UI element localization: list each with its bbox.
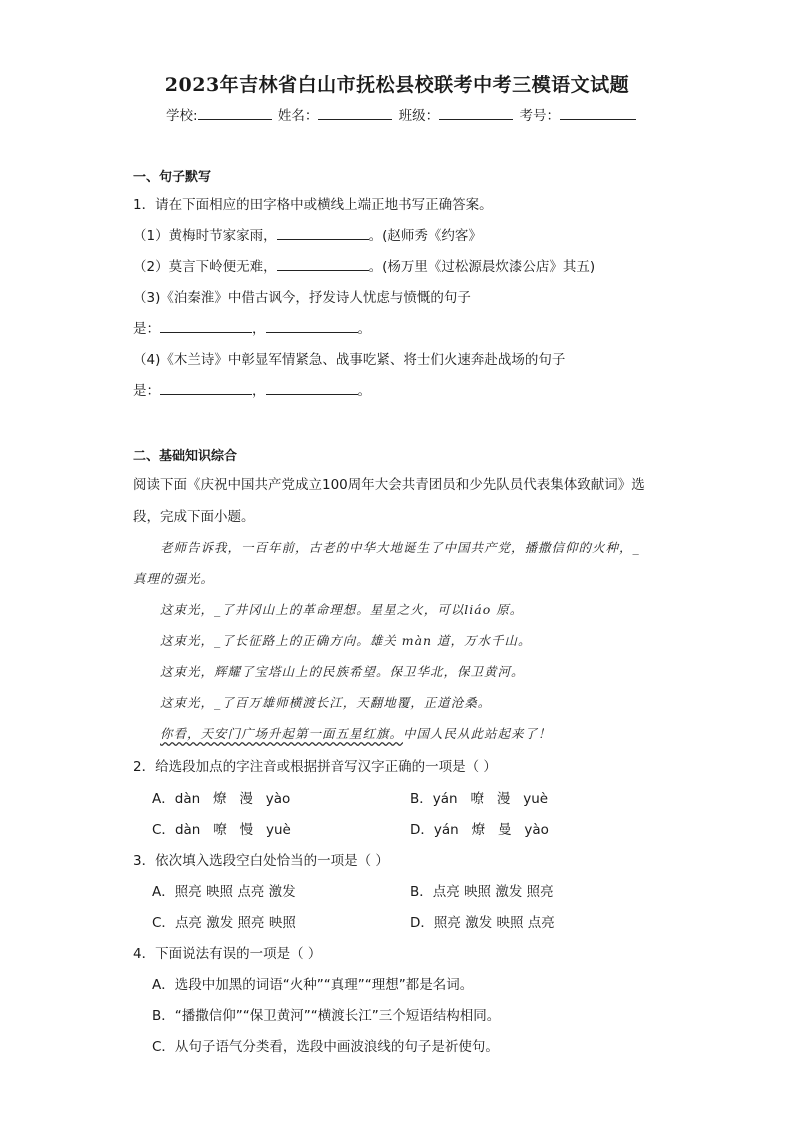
option-part: dàn (174, 791, 201, 807)
q3-option-a[interactable] (152, 880, 296, 900)
option-part: 漫 (496, 791, 511, 807)
passage-end: 中国人民从此站起来了！ (403, 726, 552, 741)
class-label: 班级： (398, 108, 440, 124)
q1-item-4: （4)《木兰诗》中彰显军情紧急、战事吃紧、将士们火速奔赴战场的句子 (133, 352, 566, 368)
passage-line: 这束光，_了长征路上的正确方向。雄关 màn 道，万水千山。 (160, 633, 532, 648)
student-info-line (166, 104, 638, 124)
option-part: 点亮 (432, 884, 460, 900)
q4-option-b[interactable]: B．“播撒信仰”“保卫黄河”“横渡长江”三个短语结构相同。 (152, 1008, 501, 1024)
option-letter: D． (410, 822, 434, 838)
option-part: dàn (174, 822, 201, 838)
q2-option-b[interactable] (410, 787, 548, 807)
option-part: 照亮 (526, 884, 554, 900)
option-part: 照亮 (433, 915, 461, 931)
option-part: yuè (523, 791, 549, 807)
passage-line: 这束光，辉耀了宝塔山上的民族希望。保卫华北，保卫黄河。 (160, 664, 525, 679)
q1-item-1 (133, 224, 482, 244)
school-blank[interactable] (198, 105, 272, 120)
option-part: yuè (265, 822, 291, 838)
option-letter: A． (152, 791, 175, 807)
option-part: 映照 (206, 884, 234, 900)
class-blank[interactable] (439, 105, 513, 120)
id-label: 考号： (519, 108, 560, 124)
q1-item-3-answer (133, 317, 371, 337)
option-part: 映照 (268, 915, 296, 931)
option-part: 激发 (465, 915, 493, 931)
option-letter: A． (152, 884, 175, 900)
q2-option-a[interactable] (152, 787, 290, 807)
name-label: 姓名： (277, 108, 319, 124)
q3-option-d[interactable] (410, 911, 555, 931)
name-blank[interactable] (318, 105, 392, 120)
option-part: 照亮 (237, 915, 265, 931)
passage-line: 这束光，_了百万雄师横渡长江，天翻地覆，正道沧桑。 (160, 695, 492, 710)
option-part: 漫 (239, 791, 253, 807)
answer-blank[interactable] (277, 258, 369, 271)
option-part: 映照 (464, 884, 492, 900)
passage-line: 老师告诉我，一百年前，古老的中华大地诞生了中国共产党，播撒信仰的火种，_ (160, 540, 640, 555)
option-part: 曼 (497, 822, 512, 838)
answer-prefix: 是： (133, 321, 160, 337)
option-part: yán (433, 822, 459, 838)
comma: ， (252, 383, 266, 399)
option-letter: D． (410, 915, 434, 931)
answer-blank[interactable] (277, 227, 369, 240)
passage-line-last (160, 724, 552, 742)
option-part: 映照 (496, 915, 524, 931)
answer-prefix: 是： (133, 383, 160, 399)
q2-stem: 2．给选段加点的字注音或根据拼音写汉字正确的一项是（ ） (133, 759, 497, 775)
option-part: 照亮 (174, 884, 202, 900)
answer-blank[interactable] (266, 320, 358, 333)
q1-item-1-source: 。(赵师秀《约客》 (368, 228, 482, 244)
option-part: 点亮 (174, 915, 202, 931)
option-letter: B． (410, 791, 433, 807)
q1-item-2 (133, 255, 595, 275)
option-part: 激发 (268, 884, 296, 900)
section2-intro-line2: 段，完成下面小题。 (133, 509, 255, 525)
section2-heading: 二、基础知识综合 (133, 449, 238, 464)
period: 。 (357, 321, 371, 337)
option-part: 燎 (213, 791, 227, 807)
option-part: yán (432, 791, 458, 807)
passage-line: 真理的强光。 (133, 571, 215, 586)
q3-stem: 3．依次填入选段空白处恰当的一项是（ ） (133, 853, 389, 869)
school-label: 学校: (166, 108, 198, 124)
option-part: 嘹 (470, 791, 484, 807)
passage-line: 这束光，_了井冈山上的革命理想。星星之火，可以liáo 原。 (160, 602, 524, 617)
option-part: 激发 (495, 884, 523, 900)
period: 。 (357, 383, 371, 399)
option-part: 嘹 (213, 822, 227, 838)
wavy-underlined-sentence: 你看，天安门广场升起第一面五星红旗。 (160, 726, 404, 741)
q3-option-c[interactable] (152, 911, 296, 931)
section1-heading: 一、句子默写 (133, 170, 212, 185)
answer-blank[interactable] (160, 382, 252, 395)
q3-option-b[interactable] (410, 880, 554, 900)
option-part: 慢 (239, 822, 254, 838)
q1-item-2-source: 。(杨万里《过松源晨炊漆公店》其五) (368, 259, 596, 275)
answer-blank[interactable] (160, 320, 252, 333)
comma: ， (252, 321, 266, 337)
answer-blank[interactable] (266, 382, 358, 395)
q1-item-4-answer (133, 379, 371, 399)
option-part: yào (524, 822, 549, 838)
option-part: yào (265, 791, 291, 807)
option-letter: C． (152, 915, 175, 931)
id-blank[interactable] (560, 105, 636, 120)
q4-option-c[interactable]: C．从句子语气分类看，选段中画波浪线的句子是祈使句。 (152, 1039, 499, 1055)
option-part: 燎 (471, 822, 486, 838)
option-letter: B． (410, 884, 433, 900)
section2-intro-line1: 阅读下面《庆祝中国共产党成立100周年大会共青团员和少先队员代表集体致献词》选 (133, 477, 645, 493)
q2-option-c[interactable] (152, 818, 291, 838)
q1-stem: 1．请在下面相应的田字格中或横线上端正地书写正确答案。 (133, 197, 493, 213)
q1-item-2-text: （2）莫言下岭便无难， (133, 259, 277, 275)
option-part: 点亮 (237, 884, 265, 900)
q1-item-3: （3)《泊秦淮》中借古讽今，抒发诗人忧虑与愤慨的句子 (133, 290, 471, 306)
q1-item-1-text: （1）黄梅时节家家雨， (133, 228, 277, 244)
option-letter: C． (152, 822, 175, 838)
q4-option-a[interactable]: A．选段中加黑的词语“火种”“真理”“理想”都是名词。 (152, 977, 474, 993)
q4-stem: 4．下面说法有误的一项是（ ） (133, 946, 322, 962)
option-part: 激发 (206, 915, 234, 931)
exam-title: 2023年吉林省白山市抚松县校联考中考三模语文试题 (164, 74, 630, 96)
q2-option-d[interactable] (410, 818, 549, 838)
option-part: 点亮 (527, 915, 555, 931)
